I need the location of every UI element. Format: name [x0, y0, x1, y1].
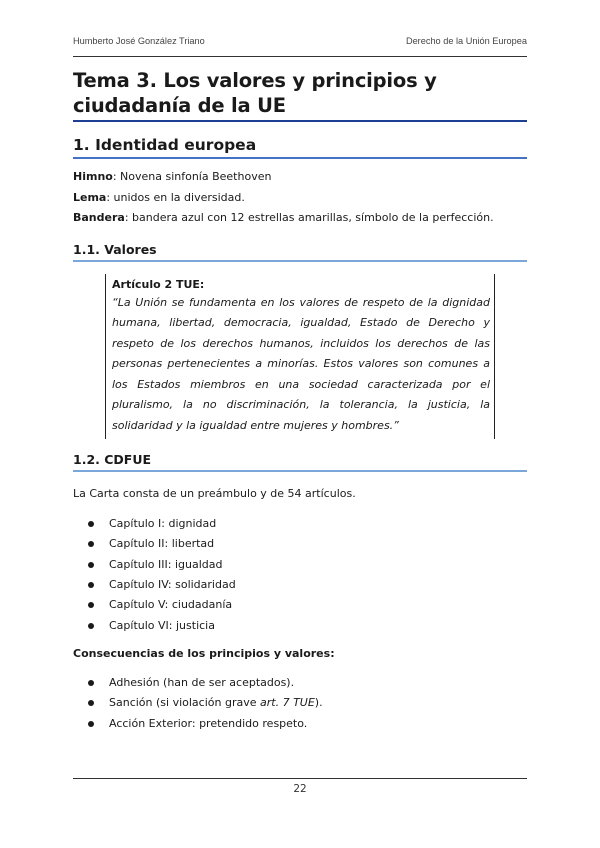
quote-text: “La Unión se fundamenta en los valores de respeto de la dignidad humana, libertad, democracia, igualdad, Estado de Derecho y respeto de los derechos humanos, incluidos los derechos de las personas pertenecientes a minorías. Estos valores son comunes a los Estados miembros en una sociedad caracterizada por el pluralismo, la no discriminación, la tolerancia, la justicia, la solidaridad y la igualdad entre mujeres y hombres.” [112, 295, 490, 433]
bullet-icon [88, 562, 94, 568]
list-item [73, 616, 527, 636]
footer-rule [73, 778, 527, 779]
section-heading-identidad: 1. Identidad europea [73, 136, 257, 154]
list-item-text: Adhesión (han de ser aceptados). [109, 675, 295, 689]
list-item-text: Capítulo V: ciudadanía [109, 598, 233, 612]
definition-text: : unidos en la diversidad. [106, 190, 245, 204]
section-rule [73, 157, 527, 159]
list-item [73, 595, 527, 615]
definition-text: : bandera azul con 12 estrellas amarillas, símbolo de la perfección. [124, 211, 494, 224]
header-course: Derecho de la Unión Europea [405, 36, 527, 46]
list-item-text: Capítulo IV: solidaridad [109, 578, 236, 592]
list-item-text-post: ). [314, 696, 323, 710]
bullet-icon [88, 623, 94, 629]
list-item [73, 555, 527, 575]
article-reference: art. 7 TUE [260, 696, 315, 710]
definition-term: Lema [73, 190, 107, 204]
definition-himno [73, 167, 527, 188]
consequences-list [73, 673, 527, 734]
list-item [73, 514, 527, 534]
header-rule [73, 56, 527, 57]
definition-text: : Novena sinfonía Beethoven [112, 170, 272, 183]
page-title: Tema 3. Los valores y principios y ciudadanía de la UE [73, 69, 437, 117]
list-item [73, 534, 527, 554]
header-author: Humberto José González Triano [73, 36, 205, 46]
subsection-rule [73, 470, 527, 472]
list-item-text-pre: Sanción (si violación grave [109, 696, 260, 710]
list-item-text: Capítulo II: libertad [109, 537, 215, 551]
cdfue-intro: La Carta consta de un preámbulo y de 54 artículos. [73, 486, 356, 500]
title-rule [73, 120, 527, 122]
list-item [73, 673, 527, 693]
bullet-icon [88, 700, 94, 706]
definition-term: Himno [73, 170, 113, 183]
list-item [73, 714, 527, 734]
list-item-text: Capítulo III: igualdad [109, 557, 223, 571]
subsection-heading-cdfue: 1.2. CDFUE [73, 451, 152, 467]
list-item [73, 575, 527, 595]
bullet-icon [88, 721, 94, 727]
definition-bandera [73, 208, 527, 229]
definition-list [73, 167, 527, 229]
list-item [73, 693, 527, 713]
definition-term: Bandera [73, 211, 125, 224]
page-content [73, 68, 527, 734]
bullet-icon [88, 582, 94, 588]
list-item-text: Capítulo VI: justicia [109, 618, 215, 632]
subsection-heading-valores: 1.1. Valores [73, 241, 157, 257]
chapter-list [73, 514, 527, 636]
bullet-icon [88, 521, 94, 527]
bullet-icon [88, 541, 94, 547]
subsection-rule [73, 260, 527, 262]
page-number: 22 [293, 783, 307, 795]
consequences-title: Consecuencias de los principios y valores: [73, 646, 335, 660]
bullet-icon [88, 602, 94, 608]
quote-title: Artículo 2 TUE: [112, 277, 205, 291]
list-item-text: Acción Exterior: pretendido respeto. [109, 716, 308, 730]
definition-lema [73, 188, 527, 209]
page-header [73, 36, 527, 46]
bullet-icon [88, 680, 94, 686]
list-item-text: Capítulo I: dignidad [109, 517, 217, 531]
article-quote-box [105, 274, 495, 439]
